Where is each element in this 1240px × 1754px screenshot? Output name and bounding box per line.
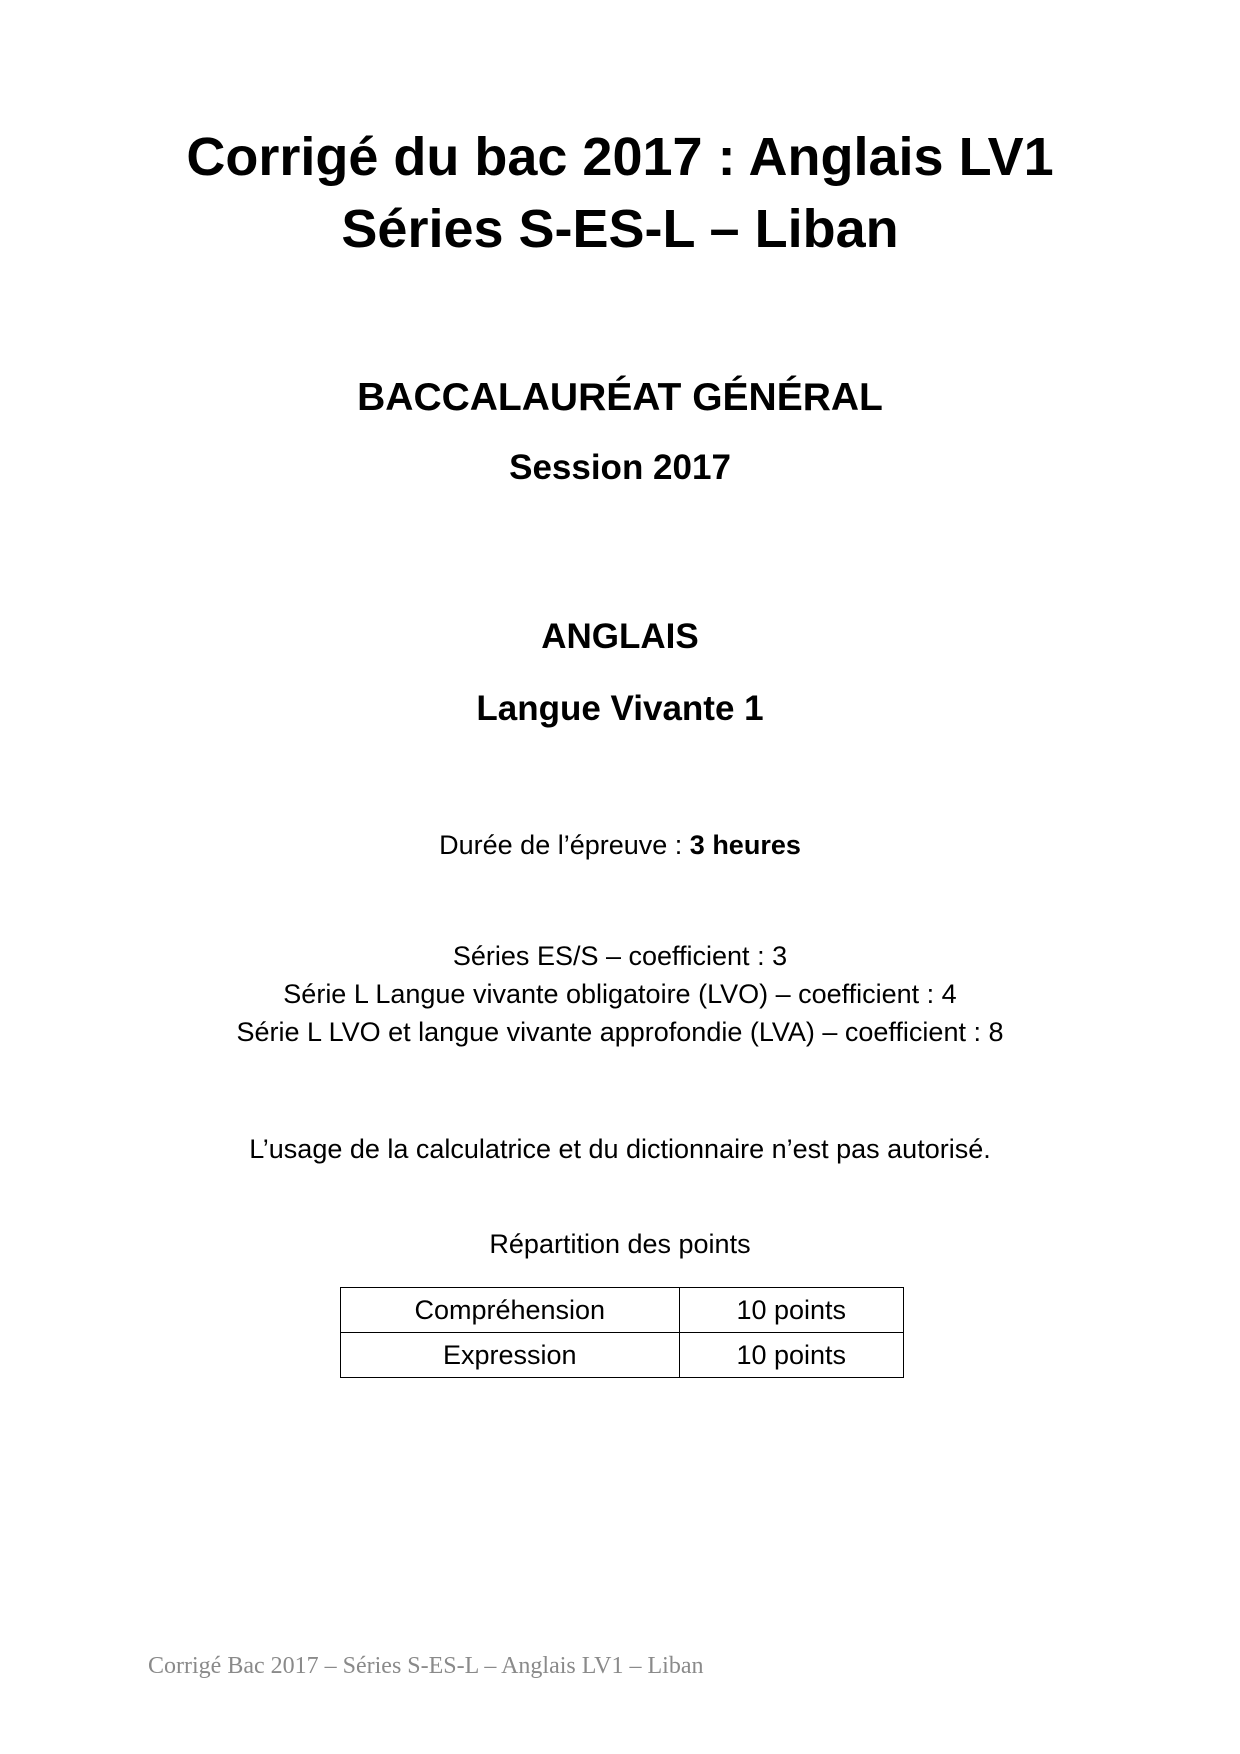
table-row xyxy=(341,1333,904,1378)
points-heading: Répartition des points xyxy=(489,1229,751,1259)
language-level-heading: Langue Vivante 1 xyxy=(476,689,764,728)
points-table xyxy=(340,1287,904,1378)
table-cell-section: Compréhension xyxy=(341,1288,680,1333)
coefficient-line: Série L Langue vivante obligatoire (LVO) – coefficient : 4 xyxy=(283,979,957,1009)
coefficients-block xyxy=(0,937,1240,1051)
table-row xyxy=(341,1288,904,1333)
title-line-1: Corrigé du bac 2017 : Anglais LV1 xyxy=(186,127,1054,187)
duration-label: Durée de l’épreuve : xyxy=(439,830,690,860)
table-cell-points: 10 points xyxy=(679,1288,903,1333)
duration-value: 3 heures xyxy=(689,830,801,860)
coefficient-line: Série L LVO et langue vivante approfondie (LVA) – coefficient : 8 xyxy=(236,1017,1004,1047)
coefficient-line: Séries ES/S – coefficient : 3 xyxy=(452,941,788,971)
usage-note: L’usage de la calculatrice et du dictionnaire n’est pas autorisé. xyxy=(249,1134,991,1164)
page-footer: Corrigé Bac 2017 – Séries S-ES-L – Anglais LV1 – Liban xyxy=(148,1653,704,1679)
subject-heading: ANGLAIS xyxy=(541,617,699,656)
document-title xyxy=(0,121,1240,265)
table-cell-section: Expression xyxy=(341,1333,680,1378)
exam-name-heading: BACCALAURÉAT GÉNÉRAL xyxy=(357,376,883,419)
table-cell-points: 10 points xyxy=(679,1333,903,1378)
session-heading: Session 2017 xyxy=(509,448,731,487)
title-line-2: Séries S-ES-L – Liban xyxy=(341,199,899,259)
duration-text xyxy=(0,826,1240,864)
